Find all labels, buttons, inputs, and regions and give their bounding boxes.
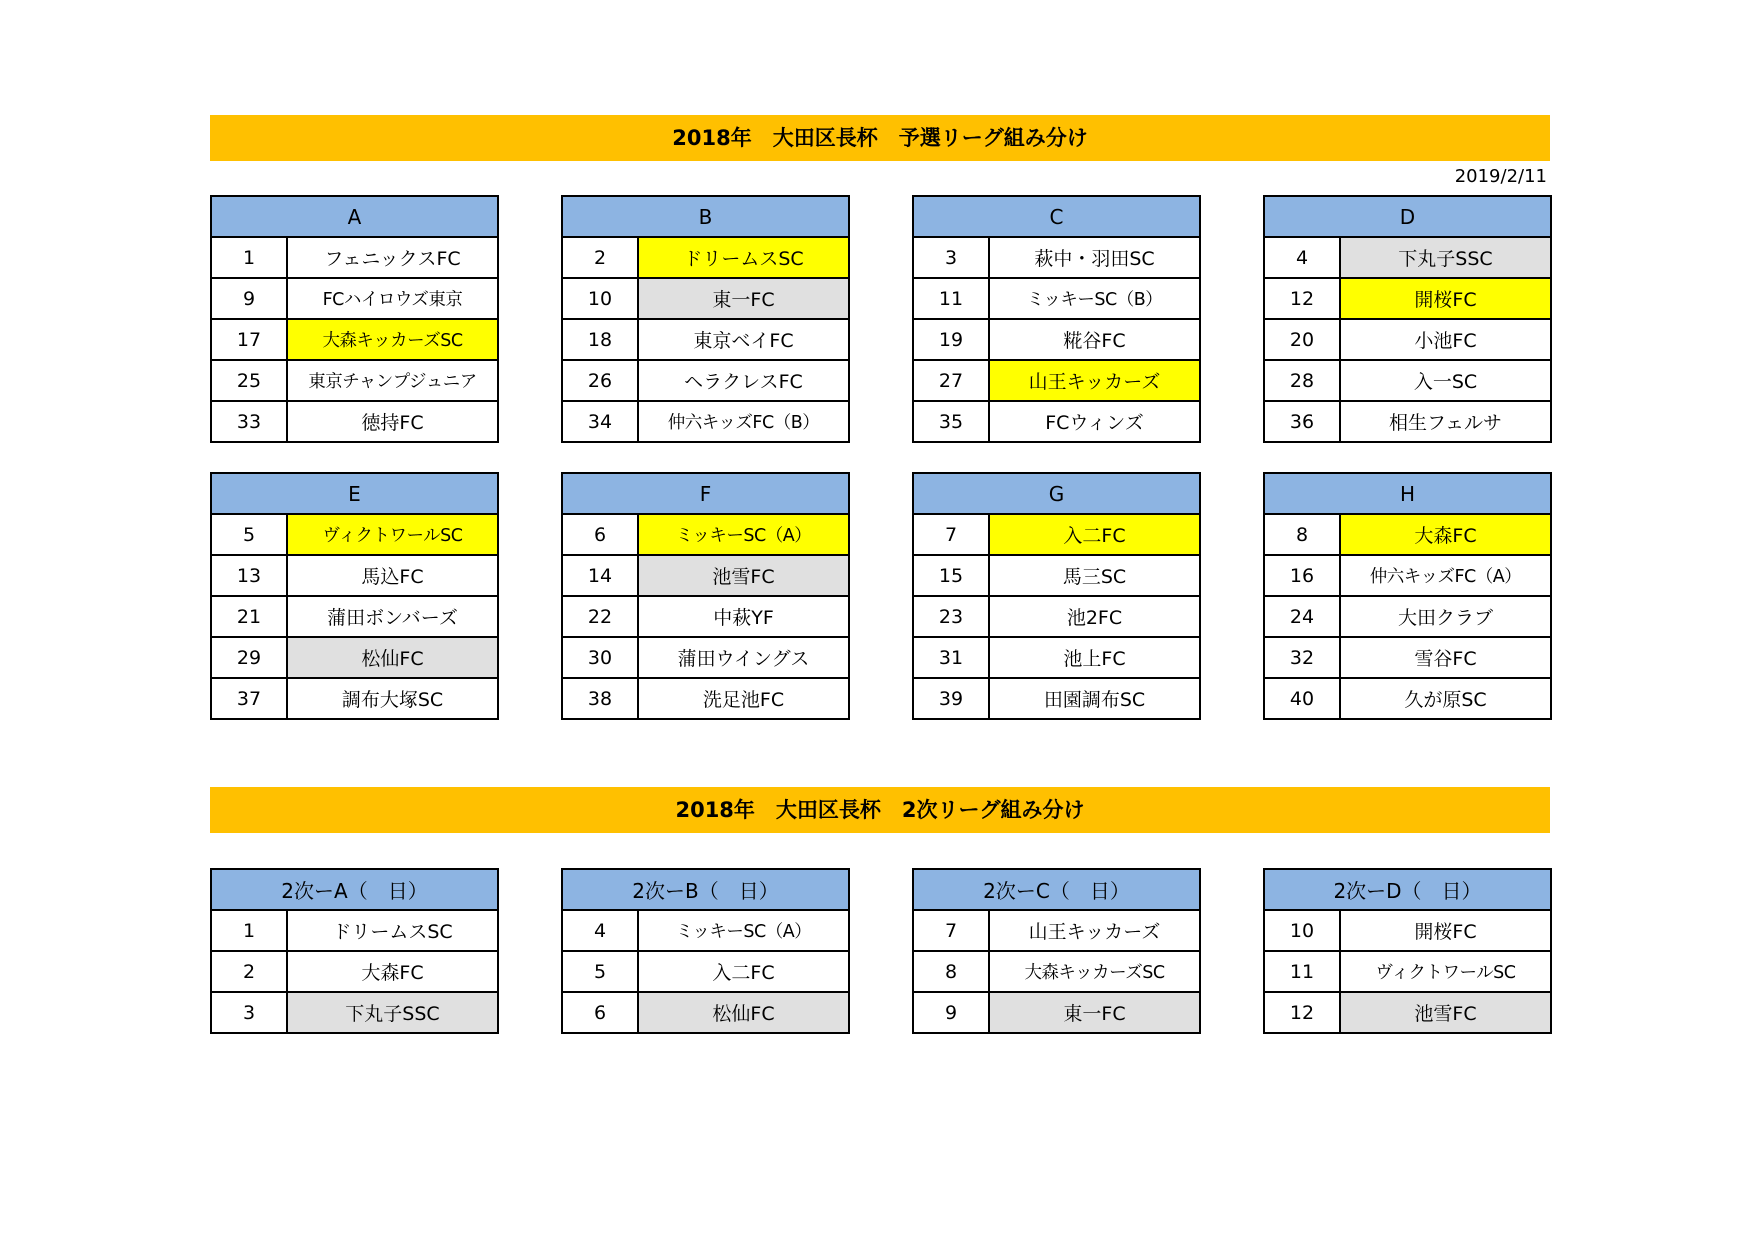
team-name: 仲六キッズFC（B）	[638, 401, 849, 442]
table-row	[913, 678, 1200, 719]
team-name: FCハイロウズ東京	[287, 278, 498, 319]
group-header: 2次ーA（ 日）	[211, 869, 498, 910]
team-number: 25	[211, 360, 287, 401]
team-name: 下丸子SSC	[287, 992, 498, 1033]
table-row	[562, 319, 849, 360]
team-name: 久が原SC	[1340, 678, 1551, 719]
team-number: 3	[913, 237, 989, 278]
team-name: ミッキーSC（A）	[638, 514, 849, 555]
team-name: 大田クラブ	[1340, 596, 1551, 637]
team-number: 10	[1264, 910, 1340, 951]
table-row	[562, 278, 849, 319]
table-row	[913, 910, 1200, 951]
table-row	[913, 514, 1200, 555]
table-row	[211, 992, 498, 1033]
team-number: 27	[913, 360, 989, 401]
table-row	[211, 910, 498, 951]
table-row	[913, 401, 1200, 442]
team-number: 38	[562, 678, 638, 719]
table-row	[1264, 237, 1551, 278]
table-row	[562, 401, 849, 442]
team-name: 入二FC	[989, 514, 1200, 555]
prelim-title-banner: 2018年 大田区長杯 予選リーグ組み分け	[210, 115, 1550, 161]
team-number: 6	[562, 992, 638, 1033]
team-number: 22	[562, 596, 638, 637]
team-name: FCウィンズ	[989, 401, 1200, 442]
group-header: C	[913, 196, 1200, 237]
second-title-banner: 2018年 大田区長杯 2次リーグ組み分け	[210, 787, 1550, 833]
prelim-group-table	[210, 472, 499, 720]
team-name: 開桜FC	[1340, 278, 1551, 319]
team-number: 9	[913, 992, 989, 1033]
team-number: 24	[1264, 596, 1340, 637]
team-name: 松仙FC	[638, 992, 849, 1033]
team-number: 1	[211, 910, 287, 951]
table-row	[211, 678, 498, 719]
table-row	[211, 596, 498, 637]
team-number: 7	[913, 514, 989, 555]
table-row	[562, 637, 849, 678]
team-number: 4	[1264, 237, 1340, 278]
second-group-table	[561, 868, 850, 1034]
team-name: 馬三SC	[989, 555, 1200, 596]
team-name: 大森FC	[1340, 514, 1551, 555]
team-number: 7	[913, 910, 989, 951]
team-name: 相生フェルサ	[1340, 401, 1551, 442]
team-number: 2	[562, 237, 638, 278]
team-name: 松仙FC	[287, 637, 498, 678]
team-number: 36	[1264, 401, 1340, 442]
table-row	[562, 992, 849, 1033]
table-row	[562, 514, 849, 555]
team-name: 池2FC	[989, 596, 1200, 637]
team-name: 糀谷FC	[989, 319, 1200, 360]
date-label: 2019/2/11	[1454, 166, 1547, 187]
team-name: 雪谷FC	[1340, 637, 1551, 678]
team-name: 東一FC	[638, 278, 849, 319]
team-number: 23	[913, 596, 989, 637]
table-row	[1264, 951, 1551, 992]
team-name: 徳持FC	[287, 401, 498, 442]
team-number: 15	[913, 555, 989, 596]
table-row	[1264, 555, 1551, 596]
table-row	[1264, 678, 1551, 719]
team-name: ヴィクトワールSC	[287, 514, 498, 555]
team-number: 17	[211, 319, 287, 360]
team-name: 東京ベイFC	[638, 319, 849, 360]
table-row	[1264, 514, 1551, 555]
table-row	[913, 237, 1200, 278]
group-header: E	[211, 473, 498, 514]
table-row	[1264, 278, 1551, 319]
team-number: 6	[562, 514, 638, 555]
group-header: A	[211, 196, 498, 237]
team-name: 仲六キッズFC（A）	[1340, 555, 1551, 596]
team-name: 池上FC	[989, 637, 1200, 678]
table-row	[913, 360, 1200, 401]
table-row	[211, 319, 498, 360]
team-name: 調布大塚SC	[287, 678, 498, 719]
table-row	[1264, 910, 1551, 951]
team-name: ドリームスSC	[638, 237, 849, 278]
prelim-group-table	[561, 195, 850, 443]
team-name: 大森FC	[287, 951, 498, 992]
team-number: 20	[1264, 319, 1340, 360]
team-name: 萩中・羽田SC	[989, 237, 1200, 278]
team-name: 蒲田ボンバーズ	[287, 596, 498, 637]
team-name: ドリームスSC	[287, 910, 498, 951]
team-name: 東一FC	[989, 992, 1200, 1033]
table-row	[562, 910, 849, 951]
team-name: ミッキーSC（B）	[989, 278, 1200, 319]
team-name: 池雪FC	[1340, 992, 1551, 1033]
second-group-table	[210, 868, 499, 1034]
group-header: 2次ーC（ 日）	[913, 869, 1200, 910]
team-name: 洗足池FC	[638, 678, 849, 719]
table-row	[211, 637, 498, 678]
team-name: 開桜FC	[1340, 910, 1551, 951]
table-row	[1264, 637, 1551, 678]
team-name: 小池FC	[1340, 319, 1551, 360]
team-name: 山王キッカーズ	[989, 360, 1200, 401]
table-row	[211, 951, 498, 992]
table-row	[913, 951, 1200, 992]
table-row	[1264, 596, 1551, 637]
table-row	[913, 278, 1200, 319]
team-number: 11	[1264, 951, 1340, 992]
group-header: H	[1264, 473, 1551, 514]
table-row	[1264, 360, 1551, 401]
table-row	[211, 555, 498, 596]
team-name: 東京チャンプジュニア	[287, 360, 498, 401]
team-number: 12	[1264, 278, 1340, 319]
table-row	[913, 992, 1200, 1033]
table-row	[1264, 992, 1551, 1033]
team-number: 37	[211, 678, 287, 719]
team-name: 下丸子SSC	[1340, 237, 1551, 278]
table-row	[211, 278, 498, 319]
prelim-group-table	[1263, 195, 1552, 443]
group-header: B	[562, 196, 849, 237]
team-number: 40	[1264, 678, 1340, 719]
team-number: 5	[562, 951, 638, 992]
team-name: 中萩YF	[638, 596, 849, 637]
table-row	[211, 401, 498, 442]
group-header: F	[562, 473, 849, 514]
team-name: 蒲田ウイングス	[638, 637, 849, 678]
team-number: 21	[211, 596, 287, 637]
team-name: ミッキーSC（A）	[638, 910, 849, 951]
team-name: フェニックスFC	[287, 237, 498, 278]
team-name: 田園調布SC	[989, 678, 1200, 719]
prelim-group-table	[561, 472, 850, 720]
team-number: 31	[913, 637, 989, 678]
prelim-group-table	[912, 195, 1201, 443]
team-name: 入一SC	[1340, 360, 1551, 401]
team-number: 19	[913, 319, 989, 360]
team-number: 26	[562, 360, 638, 401]
table-row	[913, 596, 1200, 637]
table-row	[211, 360, 498, 401]
group-header: D	[1264, 196, 1551, 237]
team-number: 30	[562, 637, 638, 678]
team-number: 32	[1264, 637, 1340, 678]
table-row	[211, 237, 498, 278]
prelim-group-table	[210, 195, 499, 443]
team-number: 28	[1264, 360, 1340, 401]
team-number: 8	[1264, 514, 1340, 555]
team-name: 大森キッカーズSC	[287, 319, 498, 360]
team-number: 8	[913, 951, 989, 992]
table-row	[913, 637, 1200, 678]
team-number: 34	[562, 401, 638, 442]
second-group-table	[912, 868, 1201, 1034]
second-group-table	[1263, 868, 1552, 1034]
team-number: 13	[211, 555, 287, 596]
team-name: ヘラクレスFC	[638, 360, 849, 401]
team-number: 3	[211, 992, 287, 1033]
team-number: 29	[211, 637, 287, 678]
team-name: 馬込FC	[287, 555, 498, 596]
table-row	[1264, 401, 1551, 442]
team-name: 入二FC	[638, 951, 849, 992]
table-row	[562, 951, 849, 992]
team-number: 35	[913, 401, 989, 442]
team-number: 2	[211, 951, 287, 992]
team-number: 11	[913, 278, 989, 319]
prelim-group-table	[912, 472, 1201, 720]
team-number: 10	[562, 278, 638, 319]
team-name: 大森キッカーズSC	[989, 951, 1200, 992]
table-row	[211, 514, 498, 555]
table-row	[562, 555, 849, 596]
table-row	[562, 678, 849, 719]
table-row	[562, 596, 849, 637]
table-row	[1264, 319, 1551, 360]
team-number: 9	[211, 278, 287, 319]
team-number: 18	[562, 319, 638, 360]
team-name: 山王キッカーズ	[989, 910, 1200, 951]
team-number: 4	[562, 910, 638, 951]
group-header: 2次ーD（ 日）	[1264, 869, 1551, 910]
team-name: 池雪FC	[638, 555, 849, 596]
team-number: 16	[1264, 555, 1340, 596]
team-number: 33	[211, 401, 287, 442]
group-header: 2次ーB（ 日）	[562, 869, 849, 910]
team-number: 1	[211, 237, 287, 278]
table-row	[913, 555, 1200, 596]
table-row	[562, 360, 849, 401]
table-row	[913, 319, 1200, 360]
team-name: ヴィクトワールSC	[1340, 951, 1551, 992]
team-number: 39	[913, 678, 989, 719]
prelim-group-table	[1263, 472, 1552, 720]
table-row	[562, 237, 849, 278]
group-header: G	[913, 473, 1200, 514]
team-number: 12	[1264, 992, 1340, 1033]
team-number: 14	[562, 555, 638, 596]
team-number: 5	[211, 514, 287, 555]
